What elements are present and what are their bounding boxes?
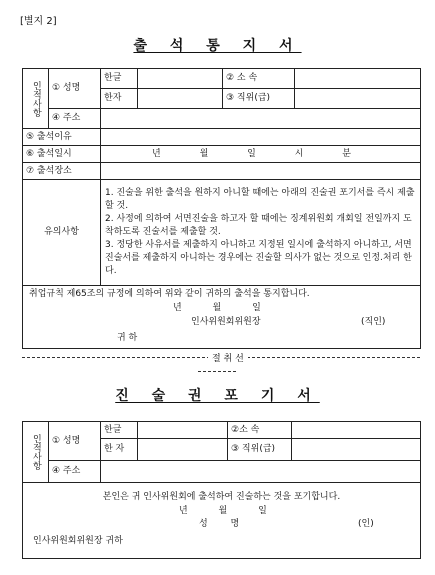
waiver-table xyxy=(22,421,421,559)
affiliation-label: ② 소 속 xyxy=(223,69,295,89)
waiver-hanja-name-field[interactable] xyxy=(138,439,228,461)
notice-recipient: 귀 하 xyxy=(117,333,138,343)
waiver-addressee: 인사위원회위원장 귀하 xyxy=(33,536,123,546)
name-label: ① 성명 xyxy=(49,69,101,109)
waiver-statement: 본인은 귀 인사위원회에 출석하여 진술하는 것을 포기합니다. xyxy=(102,492,341,502)
hanja-name-field[interactable] xyxy=(138,89,223,109)
hangul-label: 한글 xyxy=(101,69,138,89)
position-field[interactable] xyxy=(295,89,421,109)
reason-field[interactable] xyxy=(101,129,421,146)
waiver-statement-block xyxy=(23,483,421,559)
notice-seal: (직인) xyxy=(361,317,386,327)
caution-item: 3. 정당한 사유서를 제출하지 아니하고 지정된 일시에 출석하지 아니하고, 서면진술서를 제출하지 아니하는 경우에는 진술할 의사가 없는 것으로 인정.처리 한다. xyxy=(105,240,412,276)
waiver-hanja-label: 한 자 xyxy=(101,439,138,461)
notice-statement-block xyxy=(23,286,421,349)
cut-line xyxy=(22,351,420,363)
waiver-personal-info-header: 인적사항 xyxy=(23,422,49,483)
datetime-value[interactable]: 년 월 일 시 분 xyxy=(101,146,421,163)
cut-line-label: 절 취 선 xyxy=(208,351,248,364)
place-label: ⑦ 출석장소 xyxy=(23,163,101,180)
datetime-label: ⑥ 출석일시 xyxy=(23,146,101,163)
waiver-position-field[interactable] xyxy=(292,439,421,461)
cut-line-short xyxy=(198,371,236,372)
waiver-address-label: ④ 주소 xyxy=(49,461,101,483)
personal-info-header: 인적사항 xyxy=(23,69,49,129)
address-field[interactable] xyxy=(101,109,421,129)
notice-statement: 취업규칙 제65조의 규정에 의하여 위와 같이 귀하의 출석을 통지합니다. xyxy=(29,289,310,299)
notice-table xyxy=(22,68,421,349)
waiver-address-field[interactable] xyxy=(101,461,421,483)
caution-list xyxy=(101,180,421,286)
form-label: [별지 2] xyxy=(20,16,57,27)
notice-date-line: 년 월 일 xyxy=(173,303,275,313)
waiver-name-sign: 성 명 xyxy=(199,519,250,529)
place-field[interactable] xyxy=(101,163,421,180)
waiver-hangul-label: 한글 xyxy=(101,422,138,439)
waiver-title: 진 술 권 포 기 서 xyxy=(115,388,320,404)
address-label: ④ 주소 xyxy=(49,109,101,129)
hangul-name-field[interactable] xyxy=(138,69,223,89)
caution-label: 유의사항 xyxy=(23,180,101,286)
waiver-date-line: 년 월 일 xyxy=(179,506,281,516)
waiver-hangul-name-field[interactable] xyxy=(138,422,228,439)
hanja-label: 한자 xyxy=(101,89,138,109)
position-label: ③ 직위(급) xyxy=(223,89,295,109)
waiver-name-label: ① 성명 xyxy=(49,422,101,461)
waiver-affiliation-label: ②소 속 xyxy=(228,422,292,439)
waiver-position-label: ③ 직위(급) xyxy=(228,439,292,461)
affiliation-field[interactable] xyxy=(295,69,421,89)
notice-signer: 인사위원회위원장 xyxy=(191,317,261,327)
waiver-affiliation-field[interactable] xyxy=(292,422,421,439)
caution-item: 1. 진술을 위한 출석을 원하지 아니할 때에는 아래의 진술권 포기서를 즉시 제출할 것. xyxy=(105,188,415,211)
waiver-seal: (인) xyxy=(358,519,374,529)
notice-title: 출 석 통 지 서 xyxy=(133,38,302,54)
caution-item: 2. 사정에 의하여 서면진술을 하고자 할 때에는 징계위원회 개회일 전일까지 도착하도록 진술서를 제출할 것. xyxy=(105,214,412,237)
reason-label: ⑤ 출석이유 xyxy=(23,129,101,146)
